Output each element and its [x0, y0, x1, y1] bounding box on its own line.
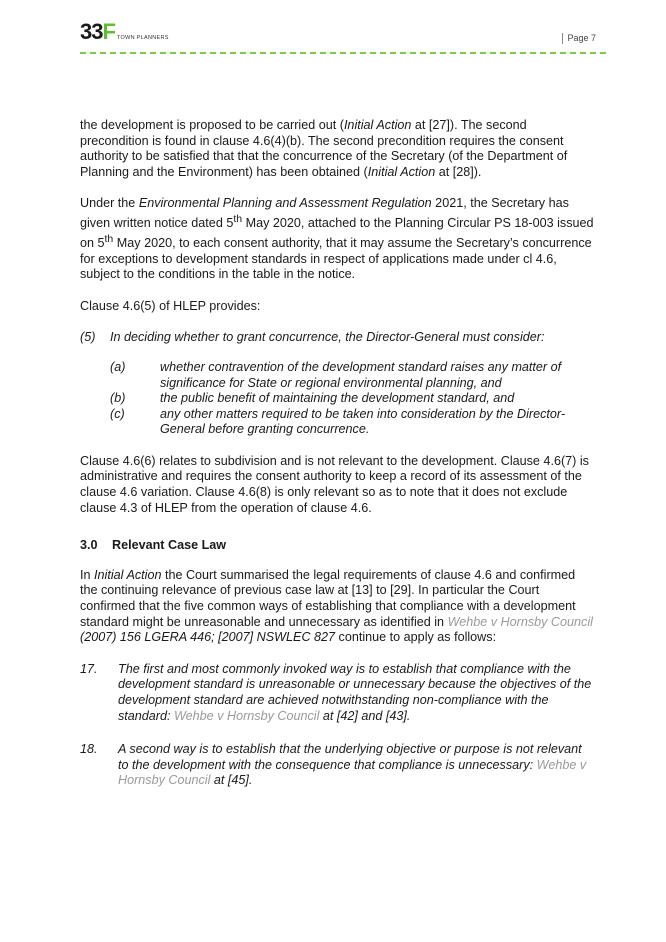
quoted-paragraph-17: 17. The first and most commonly invoked way is to establish that compliance with the development standard is unreasonable or unnecessary because the objectives of the development standard are achieved notwithstanding non-compliance with the standard: Wehbe v Hornsby Council at [42] and [43].	[80, 661, 592, 723]
logo-mark	[80, 19, 115, 44]
header-divider	[80, 52, 606, 54]
document-body	[80, 118, 595, 807]
paragraph-4: Clause 4.6(6) relates to subdivision and is not relevant to the development. Clause 4.6(7) is administrative and requires the consent authority to keep a record of its assessment of the clause 4.6 variation. Clause 4.6(8) is only relevant so as to note that it does not exclude clause 4.3 of HLEP from the operation of clause 4.6.	[80, 453, 589, 515]
clause-number: (5)	[80, 330, 96, 345]
list-item: (a) whether contravention of the development standard raises any matter of significance for State or regional environmental planning, and	[110, 359, 562, 390]
case-citation: Wehbe v Hornsby Council	[174, 708, 320, 723]
logo-mark-f: F	[102, 19, 115, 44]
quoted-paragraph-18: 18. A second way is to establish that the underlying objective or purpose is not relevant to the development with the consequence that compliance is unnecessary: Wehbe v Hornsby Council at [45].	[80, 742, 587, 788]
paragraph-2: Under the Environmental Planning and Assessment Regulation 2021, the Secretary has given written notice dated 5th May 2020, attached to the Planning Circular PS 18-003 issued on 5th May 2020, to each consent authority, that it may assume the Secretary’s concurrence for exceptions to development standards in respect of applications made under cl 4.6, subject to the conditions in the table in the notice.	[80, 196, 594, 282]
paragraph-3: Clause 4.6(5) of HLEP provides:	[80, 298, 261, 313]
paragraph-5: In Initial Action the Court summarised the legal requirements of clause 4.6 and confirmed the continuing relevance of previous case law at [13] to [29]. In particular the Court confirmed that the five common ways of establishing that compliance with a development standard might be unreasonable and unnecessary as identified in Wehbe v Hornsby Council (2007) 156 LGERA 446; [2007] NSWLEC 827 continue to apply as follows:	[80, 567, 593, 645]
quoted-clause	[80, 330, 595, 346]
clause-subitems	[110, 360, 595, 438]
page-number: Page 7	[562, 33, 596, 44]
company-logo	[80, 19, 169, 44]
case-citation: Wehbe v Hornsby Council	[118, 757, 587, 788]
paragraph-1: the development is proposed to be carried out (Initial Action at [27]). The second precondition is found in clause 4.6(4)(b). The second precondition requires the consent authority to be satisfied that that the concurrence of the Secretary (of the Department of Planning and the Environment) has been obtained (Initial Action at [28]).	[80, 118, 568, 179]
clause-lead: In deciding whether to grant concurrence, the Director-General must consider:	[110, 330, 545, 345]
page-header	[0, 0, 666, 60]
list-item: (c) any other matters required to be taken into consideration by the Director-General before granting concurrence.	[110, 406, 566, 437]
logo-mark-prefix: 33	[80, 19, 103, 44]
section-heading: 3.0 Relevant Case Law	[80, 538, 227, 553]
case-citation: Wehbe v Hornsby Council	[447, 614, 593, 629]
logo-text: TOWN PLANNERS	[116, 35, 169, 41]
list-item: (b) the public benefit of maintaining the development standard, and	[110, 391, 515, 406]
